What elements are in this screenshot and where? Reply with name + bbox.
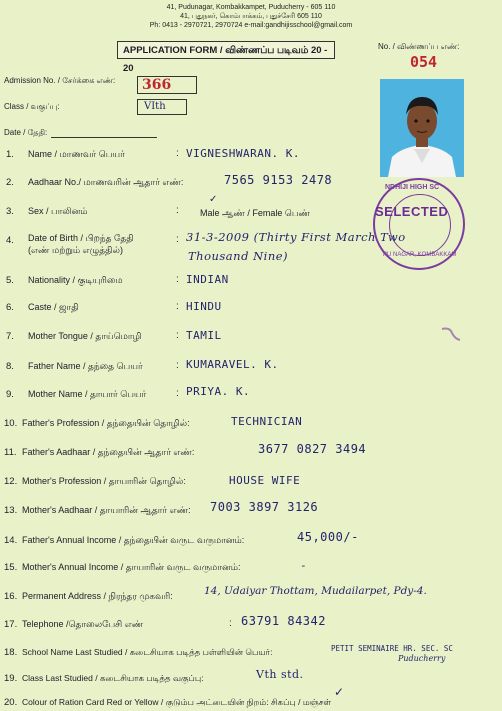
last-school-value: PETIT SEMINAIRE HR. SEC. SC: [331, 644, 453, 653]
colon: :: [176, 205, 179, 216]
field-number: 5.: [6, 275, 14, 286]
colon: :: [176, 148, 179, 159]
mother-aadhaar-label: Mother's Aadhaar / தாயாரின் ஆதார் எண்:: [22, 505, 191, 515]
tick-mark-icon: ✓: [209, 194, 218, 205]
colon: :: [229, 618, 232, 629]
field-number: 10.: [4, 418, 18, 429]
father-name-value: KUMARAVEL. K.: [186, 358, 279, 371]
student-photo: [380, 79, 464, 177]
telephone-label: Telephone /தொலைபேசி எண்: [22, 619, 144, 629]
name-label: Name / மாணவர் பெயர்: [28, 149, 125, 159]
last-school-label: School Name Last Studied / கடைசியாக படித்த பள்ளியின் பெயர்:: [22, 647, 273, 657]
caste-label: Caste / ஜாதி: [28, 302, 79, 312]
application-number-value: 054: [410, 53, 438, 71]
nationality-value: INDIAN: [186, 273, 229, 286]
field-number: 17.: [4, 619, 18, 630]
mother-name-label: Mother Name / தாயார் பெயர்: [28, 389, 147, 399]
school-seal-stamp: [373, 178, 465, 270]
colon: :: [176, 330, 179, 341]
colon: :: [176, 360, 179, 371]
telephone-value: 63791 84342: [241, 614, 326, 628]
dob-value: 31-3-2009 (Thirty First March Two: [186, 230, 406, 244]
school-address-line: 41, Pudunagar, Kombakkampet, Puducherry - 605 110: [166, 4, 336, 11]
caste-value: HINDU: [186, 300, 222, 313]
mother-aadhaar-value: 7003 3897 3126: [210, 500, 319, 514]
stamp-top-text: NDHIJI HIGH SC: [385, 184, 440, 191]
father-name-label: Father Name / தந்தை பெயர்: [28, 361, 143, 371]
admission-number-label: Admission No. / சேர்க்கை எண்:: [4, 76, 116, 85]
field-number: 13.: [4, 505, 18, 516]
ration-card-label: Colour of Ration Card Red or Yellow / குடும்ப அட்டையின் நிறம்: சிகப்பு / மஞ்சள்: [22, 697, 332, 707]
class-label: Class / வகுப்பு:: [4, 102, 60, 111]
sex-label: Sex / பாலினம்: [28, 206, 88, 216]
father-profession-value: TECHNICIAN: [231, 415, 303, 428]
sex-options: Male ஆண் / Female பெண்: [200, 208, 311, 218]
field-number: 1.: [6, 149, 14, 160]
field-number: 18.: [4, 647, 18, 658]
tick-mark-icon: ✓: [334, 685, 345, 699]
last-class-value: Vth std.: [256, 668, 304, 681]
colon: :: [176, 388, 179, 399]
ink-smudge-mark: [440, 325, 462, 343]
field-number: 7.: [6, 331, 14, 342]
field-number: 3.: [6, 206, 14, 217]
field-number: 16.: [4, 591, 18, 602]
school-contact-line: Ph: 0413 - 2970721, 2970724 e-mail:gandhijisschool@gmail.com: [149, 22, 353, 29]
dob-value-continued: Thousand Nine): [188, 249, 289, 263]
father-income-label: Father's Annual Income / தந்தையின் வருட வருமானம்:: [22, 535, 245, 545]
admission-number-box: [137, 76, 197, 94]
field-number: 6.: [6, 302, 14, 313]
class-box: [137, 99, 187, 115]
field-number: 15.: [4, 562, 18, 573]
father-aadhaar-label: Father's Aadhaar / தந்தையின் ஆதார் எண்:: [22, 447, 195, 457]
father-income-value: 45,000/-: [297, 530, 359, 544]
name-value: VIGNESHWARAN. K.: [186, 147, 300, 160]
field-number: 8.: [6, 361, 14, 372]
nationality-label: Nationality / குடியுரிமை: [28, 275, 123, 285]
field-number: 11.: [4, 447, 17, 458]
date-label: Date / தேதி:: [4, 128, 48, 137]
field-number: 20.: [4, 697, 18, 708]
application-number-label: No. / விண்ணப்ப எண்:: [378, 42, 460, 51]
school-address-tamil: 41, புதுநகர், கொம்பாக்கம், புதுச்சேரி 605 110: [180, 13, 322, 20]
address-value: 14, Udaiyar Thottam, Mudailarpet, Pdy-4.: [204, 585, 427, 597]
field-number: 9.: [6, 389, 14, 400]
dob-label: Date of Birth / பிறந்த தேதி: [28, 233, 134, 243]
field-number: 14.: [4, 535, 18, 546]
mother-profession-label: Mother's Profession / தாயாரின் தொழில்:: [22, 476, 186, 486]
last-school-city: Puducherry: [398, 654, 446, 663]
selected-stamp-text: SELECTED: [375, 204, 449, 219]
aadhaar-value: 7565 9153 2478: [224, 173, 333, 187]
stamp-bottom-text: PU NAGAR, KOMBAKKAM: [383, 252, 457, 258]
mother-tongue-label: Mother Tongue / தாய்மொழி: [28, 331, 142, 341]
field-number: 12.: [4, 476, 18, 487]
colon: :: [176, 274, 179, 285]
mother-tongue-value: TAMIL: [186, 329, 222, 342]
father-aadhaar-value: 3677 0827 3494: [258, 442, 367, 456]
aadhaar-label: Aadhaar No./ மாணவரின் ஆதார் எண்:: [28, 177, 184, 187]
mother-profession-value: HOUSE WIFE: [229, 474, 301, 487]
father-profession-label: Father's Profession / தந்தையின் தொழில்:: [22, 418, 190, 428]
field-number: 4.: [6, 235, 14, 246]
field-number: 19.: [4, 673, 18, 684]
last-class-label: Class Last Studied / கடைசியாக படித்த வகுப்பு:: [22, 673, 204, 683]
date-line: [51, 137, 157, 138]
admission-number-value: 366: [142, 77, 172, 93]
mother-income-label: Mother's Annual Income / தாயாரின் வருட வருமானம்:: [22, 562, 241, 572]
address-label: Permanent Address / நிரந்தர முகவரி:: [22, 591, 173, 601]
colon: :: [176, 234, 179, 245]
field-number: 2.: [6, 177, 14, 188]
mother-income-value: -: [300, 559, 308, 572]
mother-name-value: PRIYA. K.: [186, 385, 251, 398]
colon: :: [176, 301, 179, 312]
application-form-title: APPLICATION FORM / விண்ணப்ப படிவம் 20 - 20: [117, 41, 335, 59]
dob-label-sub: (எண் மற்றும் எழுத்தில்): [28, 245, 123, 255]
class-value: VIth: [144, 101, 166, 112]
